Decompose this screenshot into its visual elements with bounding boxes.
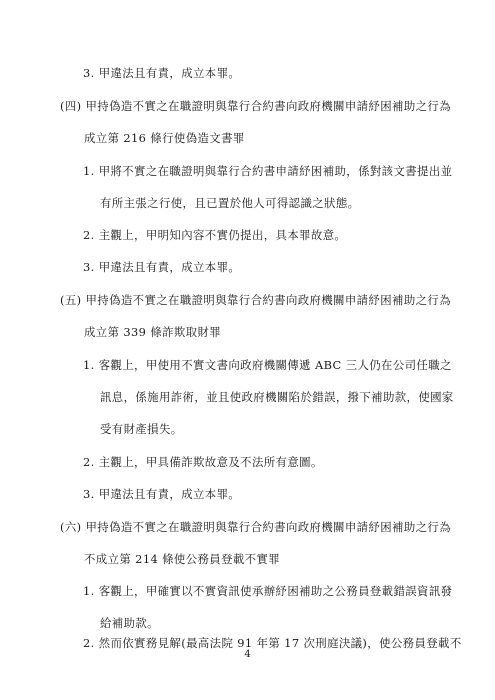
text-line: 受有財產損失。 (100, 422, 183, 436)
text-line: 訊息，係施用詐術，並且使政府機關陷於錯誤，撥下補助款，使國家 (100, 390, 454, 404)
text-line: 1. 甲將不實之在職證明與靠行合約書申請紓困補助，係對該文書提出並 (83, 164, 453, 178)
text-line: 3. 甲違法且有責，成立本罪。 (83, 487, 241, 501)
section-heading-continued: 成立第 339 條詐欺取財罪 (84, 325, 222, 339)
text-line: 2. 主觀上，甲明知內容不實仍提出，具本罪故意。 (83, 228, 347, 242)
text-line: 3. 甲違法且有責，成立本罪。 (83, 66, 241, 80)
text-line: 1. 客觀上，甲使用不實文書向政府機關傳遞 ABC 三人仍在公司任職之 (83, 358, 452, 372)
page-number: 4 (244, 649, 251, 660)
text-line: 2. 然而依實務見解(最高法院 91 年第 17 次刑庭決議)，使公務員登載不 (83, 636, 462, 650)
section-heading: (六) 甲持偽造不實之在職證明與靠行合約書向政府機關申請紓困補助之行為 (60, 520, 452, 534)
section-heading: (四) 甲持偽造不實之在職證明與靠行合約書向政府機關申請紓困補助之行為 (60, 99, 452, 113)
text-line: 2. 主觀上，甲具備詐欺故意及不法所有意圖。 (83, 455, 323, 469)
section-heading-continued: 不成立第 214 條使公務員登載不實罪 (84, 552, 281, 566)
text-line: 有所主張之行使，且已置於他人可得認識之狀態。 (100, 196, 360, 210)
text-line: 給補助款。 (100, 616, 159, 630)
section-heading-continued: 成立第 216 條行使偽造文書罪 (84, 131, 245, 145)
text-line: 3. 甲違法且有責，成立本罪。 (83, 260, 241, 274)
section-heading: (五) 甲持偽造不實之在職證明與靠行合約書向政府機關申請紓困補助之行為 (60, 293, 452, 307)
text-line: 1. 客觀上，甲確實以不實資訊使承辦紓困補助之公務員登載錯誤資訊發 (83, 584, 453, 598)
